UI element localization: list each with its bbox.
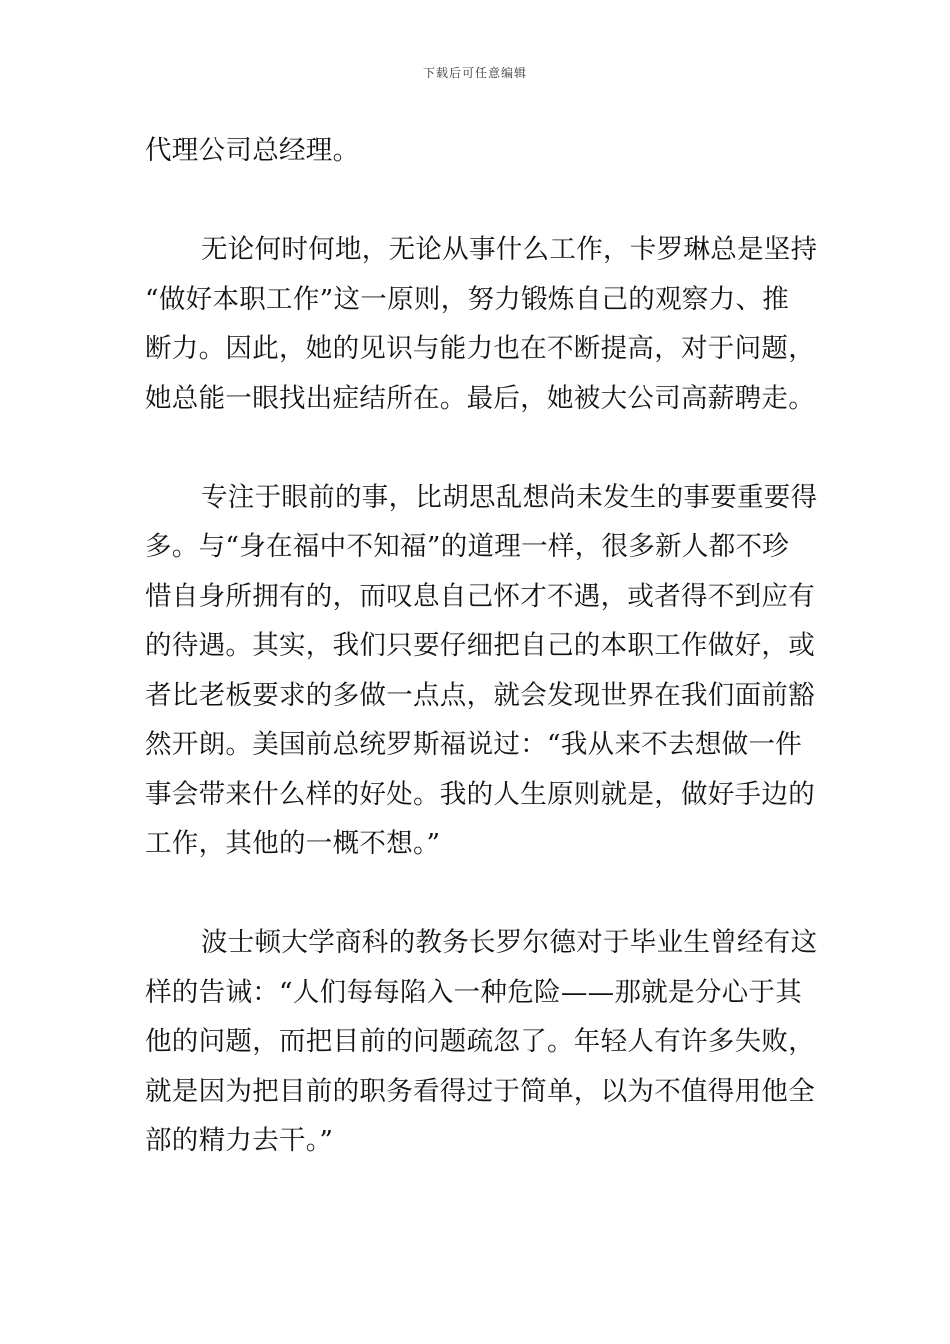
document-body — [145, 126, 818, 1166]
paragraph-spacer — [145, 423, 805, 473]
paragraph-2 — [145, 225, 818, 423]
paragraph-line: 工作，其他的一概不想。” — [145, 828, 441, 859]
paragraph-4 — [145, 918, 818, 1166]
paragraph-line: 惜自身所拥有的，而叹息自己怀才不遇，或者得不到应有 — [145, 580, 815, 612]
paragraph-3 — [145, 473, 818, 869]
paragraph-line: 无论何时何地，无论从事什么工作，卡罗琳总是坚持 — [201, 234, 818, 265]
paragraph-line: 然开朗。美国前总统罗斯福说过：“我从来不去想做一件 — [145, 729, 803, 760]
paragraph-line: 波士顿大学商科的教务长罗尔德对于毕业生曾经有这 — [201, 927, 818, 958]
paragraph-line: 代理公司总经理。 — [145, 135, 360, 166]
paragraph-line: 样的告诫：“人们每每陷入一种危险——那就是分心于其 — [145, 976, 803, 1008]
paragraph-spacer — [145, 176, 805, 226]
paragraph-spacer — [145, 869, 805, 919]
paragraph-line: 专注于眼前的事，比胡思乱想尚未发生的事要重要得 — [201, 481, 818, 513]
paragraph-line: 事会带来什么样的好处。我的人生原则就是，做好手边的 — [145, 778, 815, 810]
paragraph-line: 就是因为把目前的职务看得过于简单，以为不值得用他全 — [145, 1075, 815, 1107]
paragraph-line: 断力。因此，她的见识与能力也在不断提高，对于问题， — [145, 333, 815, 364]
paragraph-line: 她总能一眼找出症结所在。最后，她被大公司高薪聘走。 — [145, 382, 815, 414]
paragraph-1 — [145, 126, 805, 176]
header-note: 下载后可任意编辑 — [422, 66, 527, 80]
paragraph-line: 他的问题，而把目前的问题疏忽了。年轻人有许多失败， — [145, 1026, 815, 1057]
paragraph-line: 的待遇。其实，我们只要仔细把自己的本职工作做好，或 — [145, 630, 815, 661]
paragraph-line: 部的精力去干。” — [145, 1125, 334, 1156]
paragraph-line: 者比老板要求的多做一点点，就会发现世界在我们面前豁 — [145, 679, 815, 711]
paragraph-line: 多。与“身在福中不知福”的道理一样，很多新人都不珍 — [145, 531, 790, 562]
paragraph-line: “做好本职工作”这一原则，努力锻炼自己的观察力、推 — [145, 283, 790, 315]
